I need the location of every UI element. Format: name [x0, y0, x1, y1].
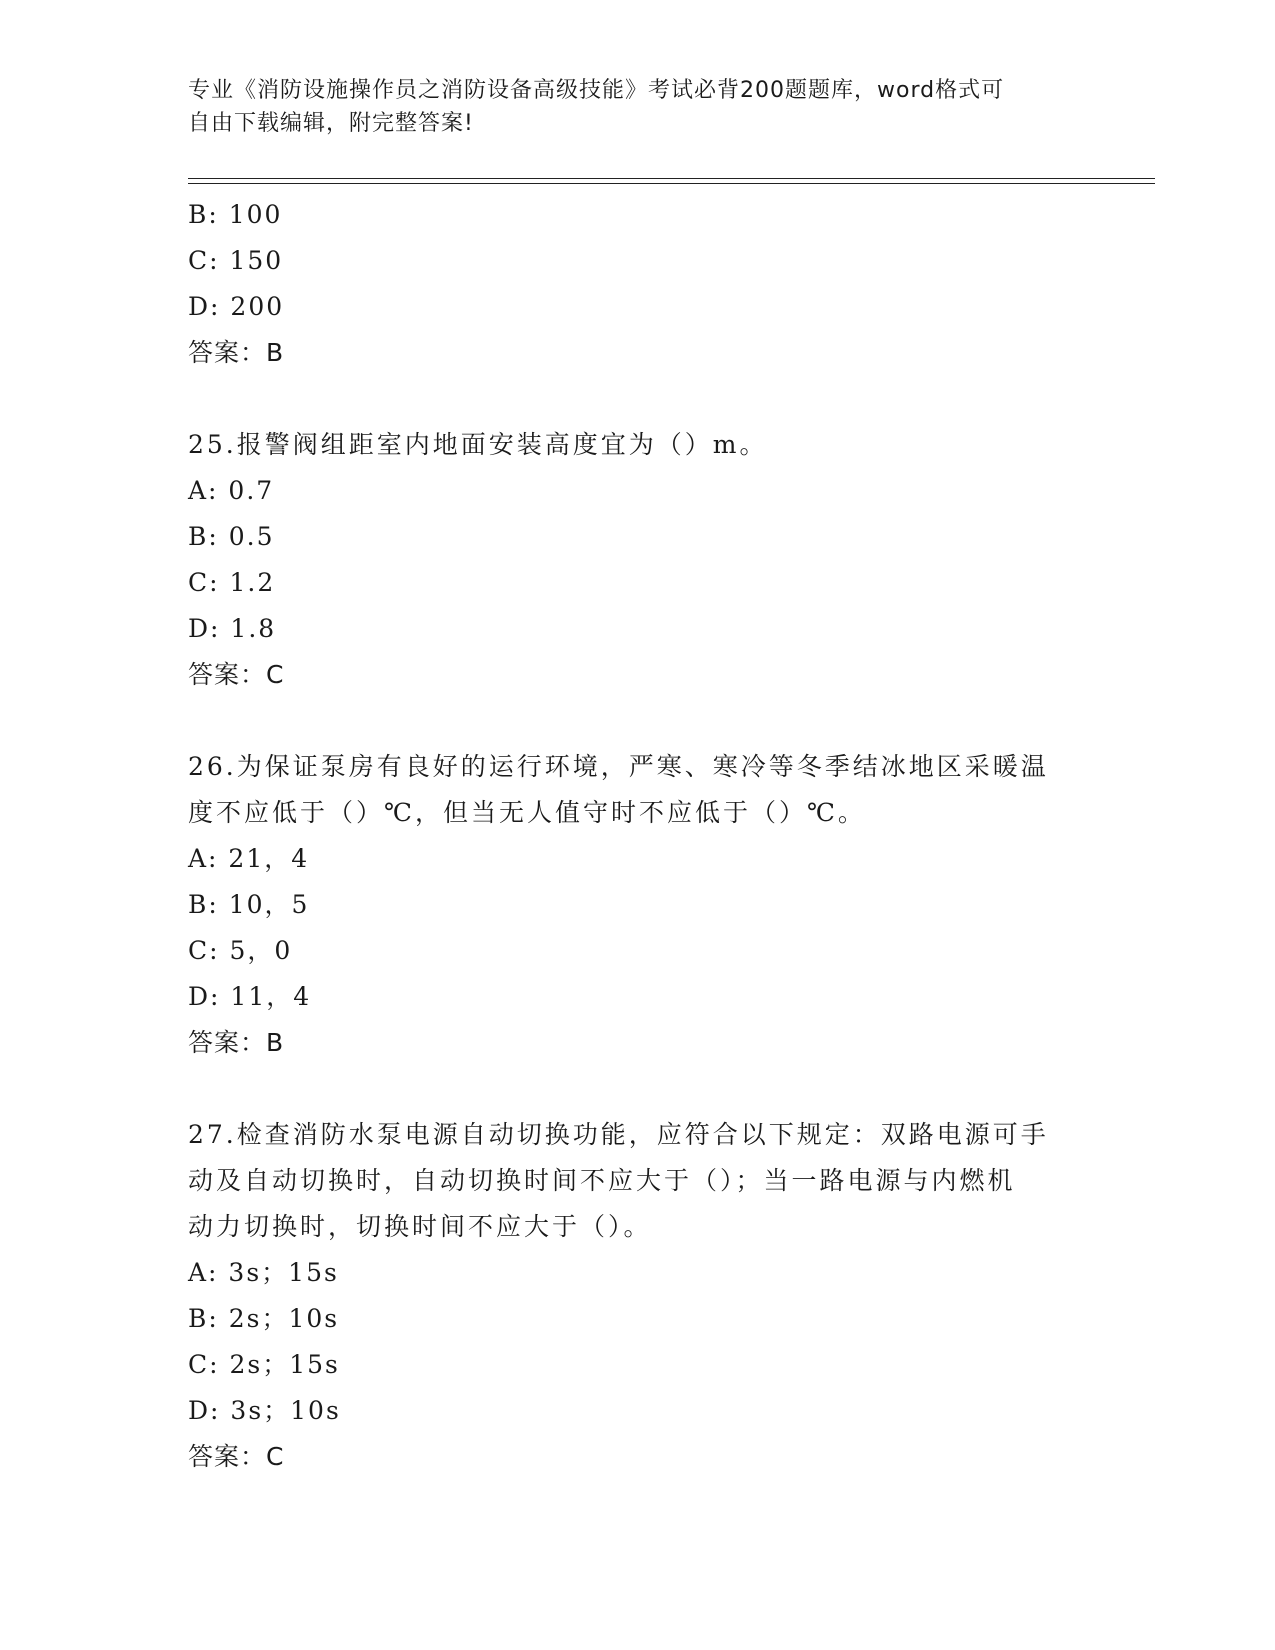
- spacer: [188, 698, 1088, 744]
- question-text-line-2: 动及自动切换时，自动切换时间不应大于（）；当一路电源与内燃机: [188, 1166, 1016, 1195]
- question-27: [188, 1112, 1088, 1480]
- spacer: [188, 376, 1088, 422]
- option-d: D: 1.8: [188, 614, 277, 643]
- option-a: A: 0.7: [188, 476, 275, 505]
- question-text-line-2: 度不应低于（）℃，但当无人值守时不应低于（）℃。: [188, 798, 866, 827]
- option-d: D: 200: [188, 292, 285, 321]
- question-text: 25.报警阀组距室内地面安装高度宜为（）m。: [188, 430, 768, 459]
- option-b: B: 2s；10s: [188, 1304, 340, 1333]
- option-a: A: 3s；15s: [188, 1258, 339, 1287]
- question-text-line-3: 动力切换时，切换时间不应大于（）。: [188, 1212, 652, 1241]
- document-header: [188, 74, 1088, 140]
- question-text-line-1: 27.检查消防水泵电源自动切换功能，应符合以下规定：双路电源可手: [188, 1120, 1049, 1149]
- answer-line: 答案：B: [188, 338, 285, 367]
- answer-line: 答案：C: [188, 1442, 285, 1471]
- spacer: [188, 1066, 1088, 1112]
- option-b: B: 10，5: [188, 890, 310, 919]
- option-c: C: 2s；15s: [188, 1350, 340, 1379]
- option-b: B: 0.5: [188, 522, 275, 551]
- question-25: [188, 422, 1088, 698]
- option-c: C: 1.2: [188, 568, 276, 597]
- answer-line: 答案：C: [188, 660, 285, 689]
- option-b: B: 100: [188, 200, 283, 229]
- option-a: A: 21，4: [188, 844, 310, 873]
- header-line-2: 自由下载编辑，附完整答案!: [188, 111, 474, 136]
- option-d: D: 3s；10s: [188, 1396, 341, 1425]
- header-line-1: 专业《消防设施操作员之消防设备高级技能》考试必背200题题库，word格式可: [188, 78, 1005, 103]
- header-rule-bottom: [188, 183, 1155, 184]
- option-c: C: 150: [188, 246, 284, 275]
- question-26: [188, 744, 1088, 1066]
- question-text-line-1: 26.为保证泵房有良好的运行环境，严寒、寒冷等冬季结冰地区采暖温: [188, 752, 1049, 781]
- question-24-tail: [188, 192, 1088, 376]
- question-list: [188, 192, 1088, 1480]
- header-rule-top: [188, 178, 1155, 179]
- option-d: D: 11，4: [188, 982, 312, 1011]
- option-c: C: 5，0: [188, 936, 293, 965]
- answer-line: 答案：B: [188, 1028, 285, 1057]
